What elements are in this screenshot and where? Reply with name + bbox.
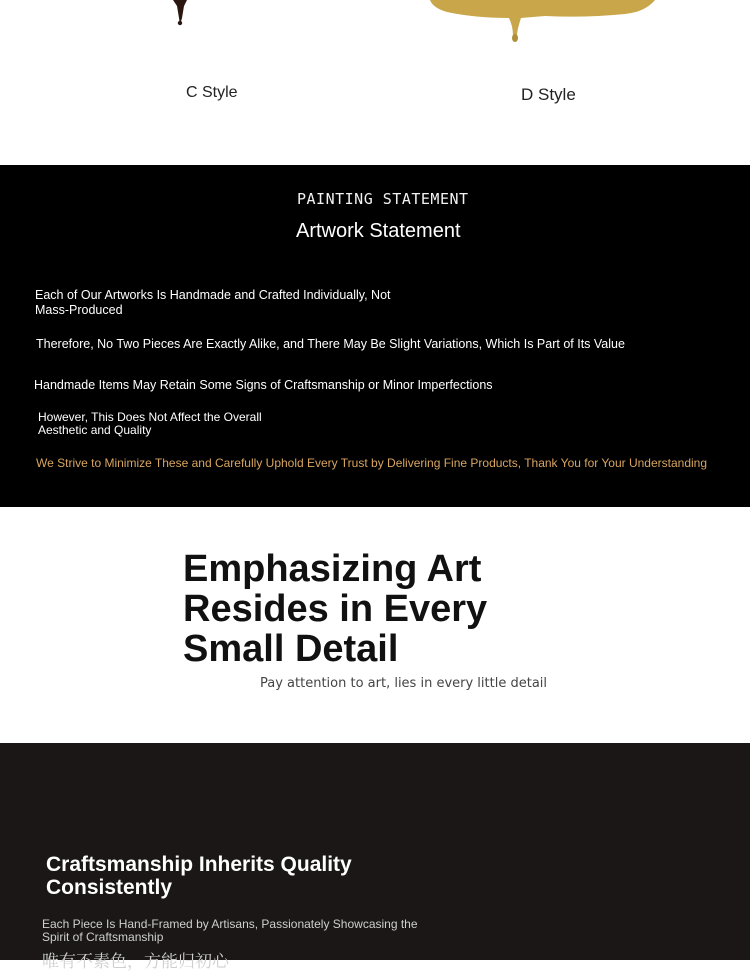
statement-line: Handmade Items May Retain Some Signs of Craftsmanship or Minor Imperfections bbox=[34, 378, 493, 392]
craft-chinese-text: 唯有不素色，方能归初心 bbox=[42, 952, 229, 971]
statement-line: Therefore, No Two Pieces Are Exactly Alike, and There May Be Slight Variations, Which Is Part of Its Value bbox=[36, 337, 625, 351]
statement-heading-en: PAINTING STATEMENT bbox=[297, 190, 469, 208]
c-style-artwork[interactable] bbox=[170, 0, 190, 30]
statement-title: Artwork Statement bbox=[296, 220, 461, 242]
statement-line-accent: We Strive to Minimize These and Carefully Uphold Every Trust by Delivering Fine Products, Thank You for Your Understanding bbox=[36, 456, 708, 470]
craft-description: Each Piece Is Hand-Framed by Artisans, Passionately Showcasing the Spirit of Craftsmanship bbox=[42, 917, 418, 944]
craft-title: Craftsmanship Inherits Quality Consistently bbox=[46, 853, 352, 899]
d-style-artwork[interactable] bbox=[425, 0, 660, 45]
artwork-statement-section bbox=[0, 165, 750, 507]
statement-line: However, This Does Not Affect the Overall Aesthetic and Quality bbox=[38, 410, 262, 437]
d-style-label[interactable]: D Style bbox=[521, 85, 576, 104]
style-options-section bbox=[0, 0, 750, 165]
c-style-label[interactable]: C Style bbox=[186, 84, 238, 101]
emphasis-title: Emphasizing Art Resides in Every Small Detail bbox=[183, 548, 488, 670]
emphasis-section bbox=[0, 507, 750, 743]
statement-line: Each of Our Artworks Is Handmade and Crafted Individually, Not Mass-Produced bbox=[35, 288, 391, 317]
craftsmanship-section bbox=[0, 743, 750, 971]
emphasis-subtitle: Pay attention to art, lies in every little detail bbox=[260, 676, 548, 691]
